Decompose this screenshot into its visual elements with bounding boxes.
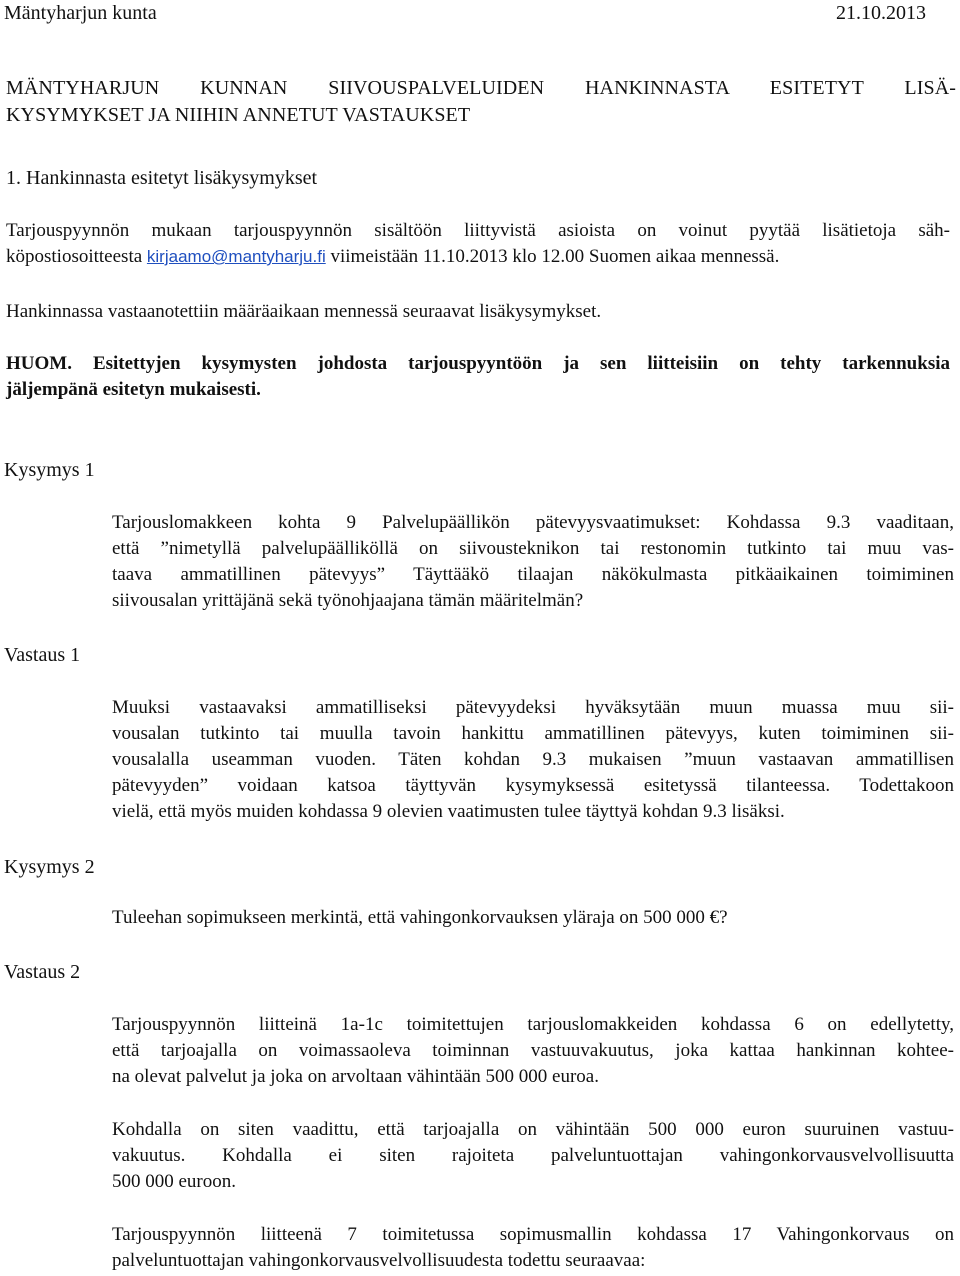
- intro-line-2: [6, 244, 950, 270]
- answer-2-line: että tarjoajalla on voimassaoleva toiminnan vastuuvakuutus, joka kattaa hankinnan kohtee-: [112, 1040, 954, 1061]
- question-1-line: siivousalan yrittäjänä sekä työnohjaajana tämän määritelmän?: [112, 590, 584, 611]
- answer-2-line: Tarjouspyynnön liitteenä 7 toimitetussa sopimusmallin kohdassa 17 Vahingonkorvaus on: [112, 1224, 954, 1245]
- intro-paragraph: [6, 218, 950, 270]
- question-1-line: taava ammatillinen pätevyys” Täyttääkö tilaajan näkökulmasta pitkäaikainen toimiminen: [112, 564, 954, 585]
- question-2-line: Tuleehan sopimukseen merkintä, että vahingonkorvauksen yläraja on 500 000 €?: [112, 907, 728, 928]
- question-1-text: [112, 510, 954, 614]
- answer-2-line: na olevat palvelut ja joka on arvoltaan vähintään 500 000 euroa.: [112, 1066, 599, 1087]
- question-2-label: Kysymys 2: [4, 856, 95, 878]
- email-link[interactable]: kirjaamo@mantyharju.fi: [146, 247, 326, 266]
- question-1-label: Kysymys 1: [4, 459, 95, 481]
- question-1-line: että ”nimetyllä palvelupäälliköllä on siivousteknikon tai restonomin tutkinto tai muu vas-: [112, 538, 954, 559]
- received-paragraph: Hankinnassa vastaanotettiin määräaikaan mennessä seuraavat lisäkysymykset.: [6, 301, 602, 322]
- answer-2-line: Tarjouspyynnön liitteinä 1a-1c toimitettujen tarjouslomakkeiden kohdassa 6 on edellytetty,: [112, 1014, 954, 1035]
- notice-line-2: jäljempänä esitetyn mukaisesti.: [6, 379, 261, 400]
- answer-2-line: palveluntuottajan vahingonkorvausvelvollisuudesta todettu seuraavaa:: [112, 1250, 646, 1271]
- answer-2-line: vakuutus. Kohdalla ei siten rajoiteta palveluntuottajan vahingonkorvausvelvollisuutta: [112, 1145, 954, 1166]
- answer-1-label: Vastaus 1: [4, 644, 81, 666]
- title-line-2: KYSYMYKSET JA NIIHIN ANNETUT VASTAUKSET: [6, 104, 471, 126]
- answer-1-line: vielä, että myös muiden kohdassa 9 olevien vaatimusten tulee täyttyä kohdan 9.3 lisäksi.: [112, 801, 785, 822]
- answer-1-line: Muuksi vastaavaksi ammatilliseksi pätevyydeksi hyväksytään muun muassa muu sii-: [112, 697, 954, 718]
- answer-2-line: 500 000 euroon.: [112, 1171, 237, 1192]
- title-line-1: MÄNTYHARJUN KUNNAN SIIVOUSPALVELUIDEN HANKINNASTA ESITETYT LISÄ-: [6, 77, 956, 99]
- intro-line-1: Tarjouspyynnön mukaan tarjouspyynnön sisältöön liittyvistä asioista on voinut pyytää lisätietoja säh-: [6, 220, 950, 241]
- document-title: [6, 75, 956, 129]
- answer-1-line: vousalalla useamman vuoden. Täten kohdan 9.3 mukaisen ”muun vastaavan ammatillisen: [112, 749, 954, 770]
- answer-2-line: Kohdalla on siten vaadittu, että tarjoajalla on vähintään 500 000 euron suuruinen vastuu-: [112, 1119, 954, 1140]
- answer-2-paragraph-2: [112, 1117, 954, 1195]
- municipality-name: Mäntyharjun kunta: [4, 2, 157, 24]
- question-1-line: Tarjouslomakkeen kohta 9 Palvelupäällikön pätevyysvaatimukset: Kohdassa 9.3 vaaditaan,: [112, 512, 954, 533]
- section-heading: 1. Hankinnasta esitetyt lisäkysymykset: [6, 167, 318, 189]
- notice-paragraph: [6, 351, 950, 403]
- answer-1-line: vousalan tutkinto tai muulla tavoin hankittu ammatillinen pätevyys, kuten toimiminen sii-: [112, 723, 954, 744]
- answer-2-paragraph-3: [112, 1222, 954, 1274]
- answer-2-paragraph-1: [112, 1012, 954, 1090]
- question-2-text: [112, 905, 954, 931]
- answer-1-text: [112, 695, 954, 825]
- answer-2-label: Vastaus 2: [4, 961, 81, 983]
- intro-line-2-start: köpostiosoitteesta: [6, 246, 147, 267]
- answer-1-line: pätevyyden” voidaan katsoa täyttyvän kysymyksessä esitetyssä tilanteessa. Todettakoon: [112, 775, 954, 796]
- notice-line-1: HUOM. Esitettyjen kysymysten johdosta tarjouspyyntöön ja sen liitteisiin on tehty tarkennuksia: [6, 353, 950, 374]
- intro-line-2-end: viimeistään 11.10.2013 klo 12.00 Suomen aikaa mennessä.: [325, 246, 780, 267]
- document-date: 21.10.2013: [836, 2, 926, 24]
